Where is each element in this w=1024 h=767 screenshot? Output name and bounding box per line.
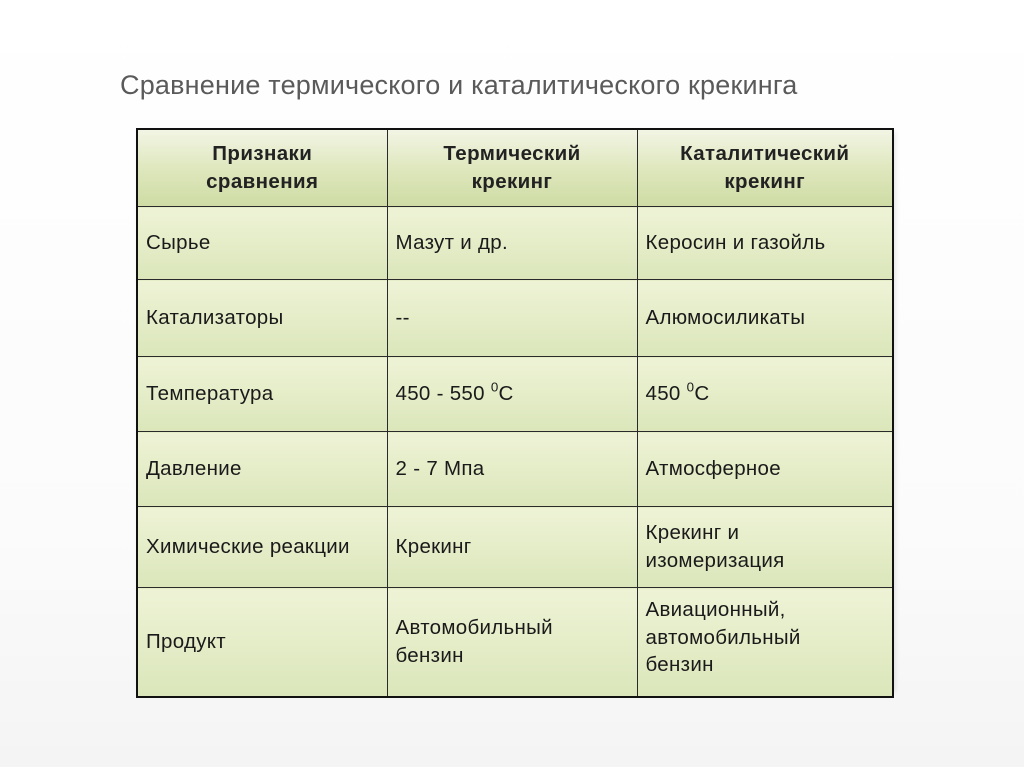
header-catalytic-line2: крекинг [724,170,806,193]
row-catalytic-chemical-reactions [637,507,893,588]
catalytic-product-line3: бензин [645,653,714,677]
table-row [137,432,893,507]
header-thermal-line2: крекинг [471,170,553,193]
row-thermal-pressure: 2 - 7 Мпа [387,432,637,507]
row-thermal-temperature [387,357,637,432]
header-thermal-line1: Термический [443,142,581,166]
header-catalytic [637,129,893,207]
row-thermal-raw-material: Мазут и др. [387,207,637,280]
catalytic-product-line1: Авиационный, [645,598,786,621]
table-row [137,207,893,280]
row-feature-chemical-reactions: Химические реакции [137,507,387,588]
catalytic-reactions-line2: изомеризация [645,549,785,572]
table-row [137,280,893,357]
row-feature-catalysts: Катализаторы [137,280,387,357]
header-features-line2: сравнения [206,170,319,193]
thermal-temp-value: 450 - 550 [395,382,491,406]
row-thermal-chemical-reactions: Крекинг [387,507,637,588]
row-catalytic-catalysts: Алюмосиликаты [637,280,893,357]
row-feature-raw-material: Сырье [137,207,387,280]
header-catalytic-line1: Каталитический [680,142,850,166]
catalytic-temp-degree: 0 [686,379,695,395]
catalytic-temp-value: 450 [645,382,687,406]
thermal-temp-degree: 0 [490,379,499,395]
header-features [137,129,387,207]
row-catalytic-temperature [637,357,893,432]
table-row [137,588,893,698]
slide-title: Сравнение термического и каталитического крекинга [120,70,798,100]
table-row [137,357,893,432]
row-thermal-product [387,588,637,698]
thermal-product-line2: бензин [395,644,464,667]
header-features-line1: Признаки [212,142,313,166]
table-row [137,507,893,588]
catalytic-temp-unit: C [694,382,710,406]
comparison-table [136,128,894,698]
row-catalytic-product [637,588,893,698]
row-catalytic-raw-material: Керосин и газойль [637,207,893,280]
thermal-product-line1: Автомобильный [395,616,553,640]
header-thermal [387,129,637,207]
row-feature-temperature: Температура [137,357,387,432]
catalytic-product-line2: автомобильный [645,625,801,649]
comparison-table-wrapper [136,128,892,688]
catalytic-reactions-line1: Крекинг и [645,521,740,545]
table-header-row [137,129,893,207]
row-feature-pressure: Давление [137,432,387,507]
row-thermal-catalysts: -- [387,280,637,357]
thermal-temp-unit: C [498,382,514,406]
row-catalytic-pressure: Атмосферное [637,432,893,507]
row-feature-product: Продукт [137,588,387,698]
